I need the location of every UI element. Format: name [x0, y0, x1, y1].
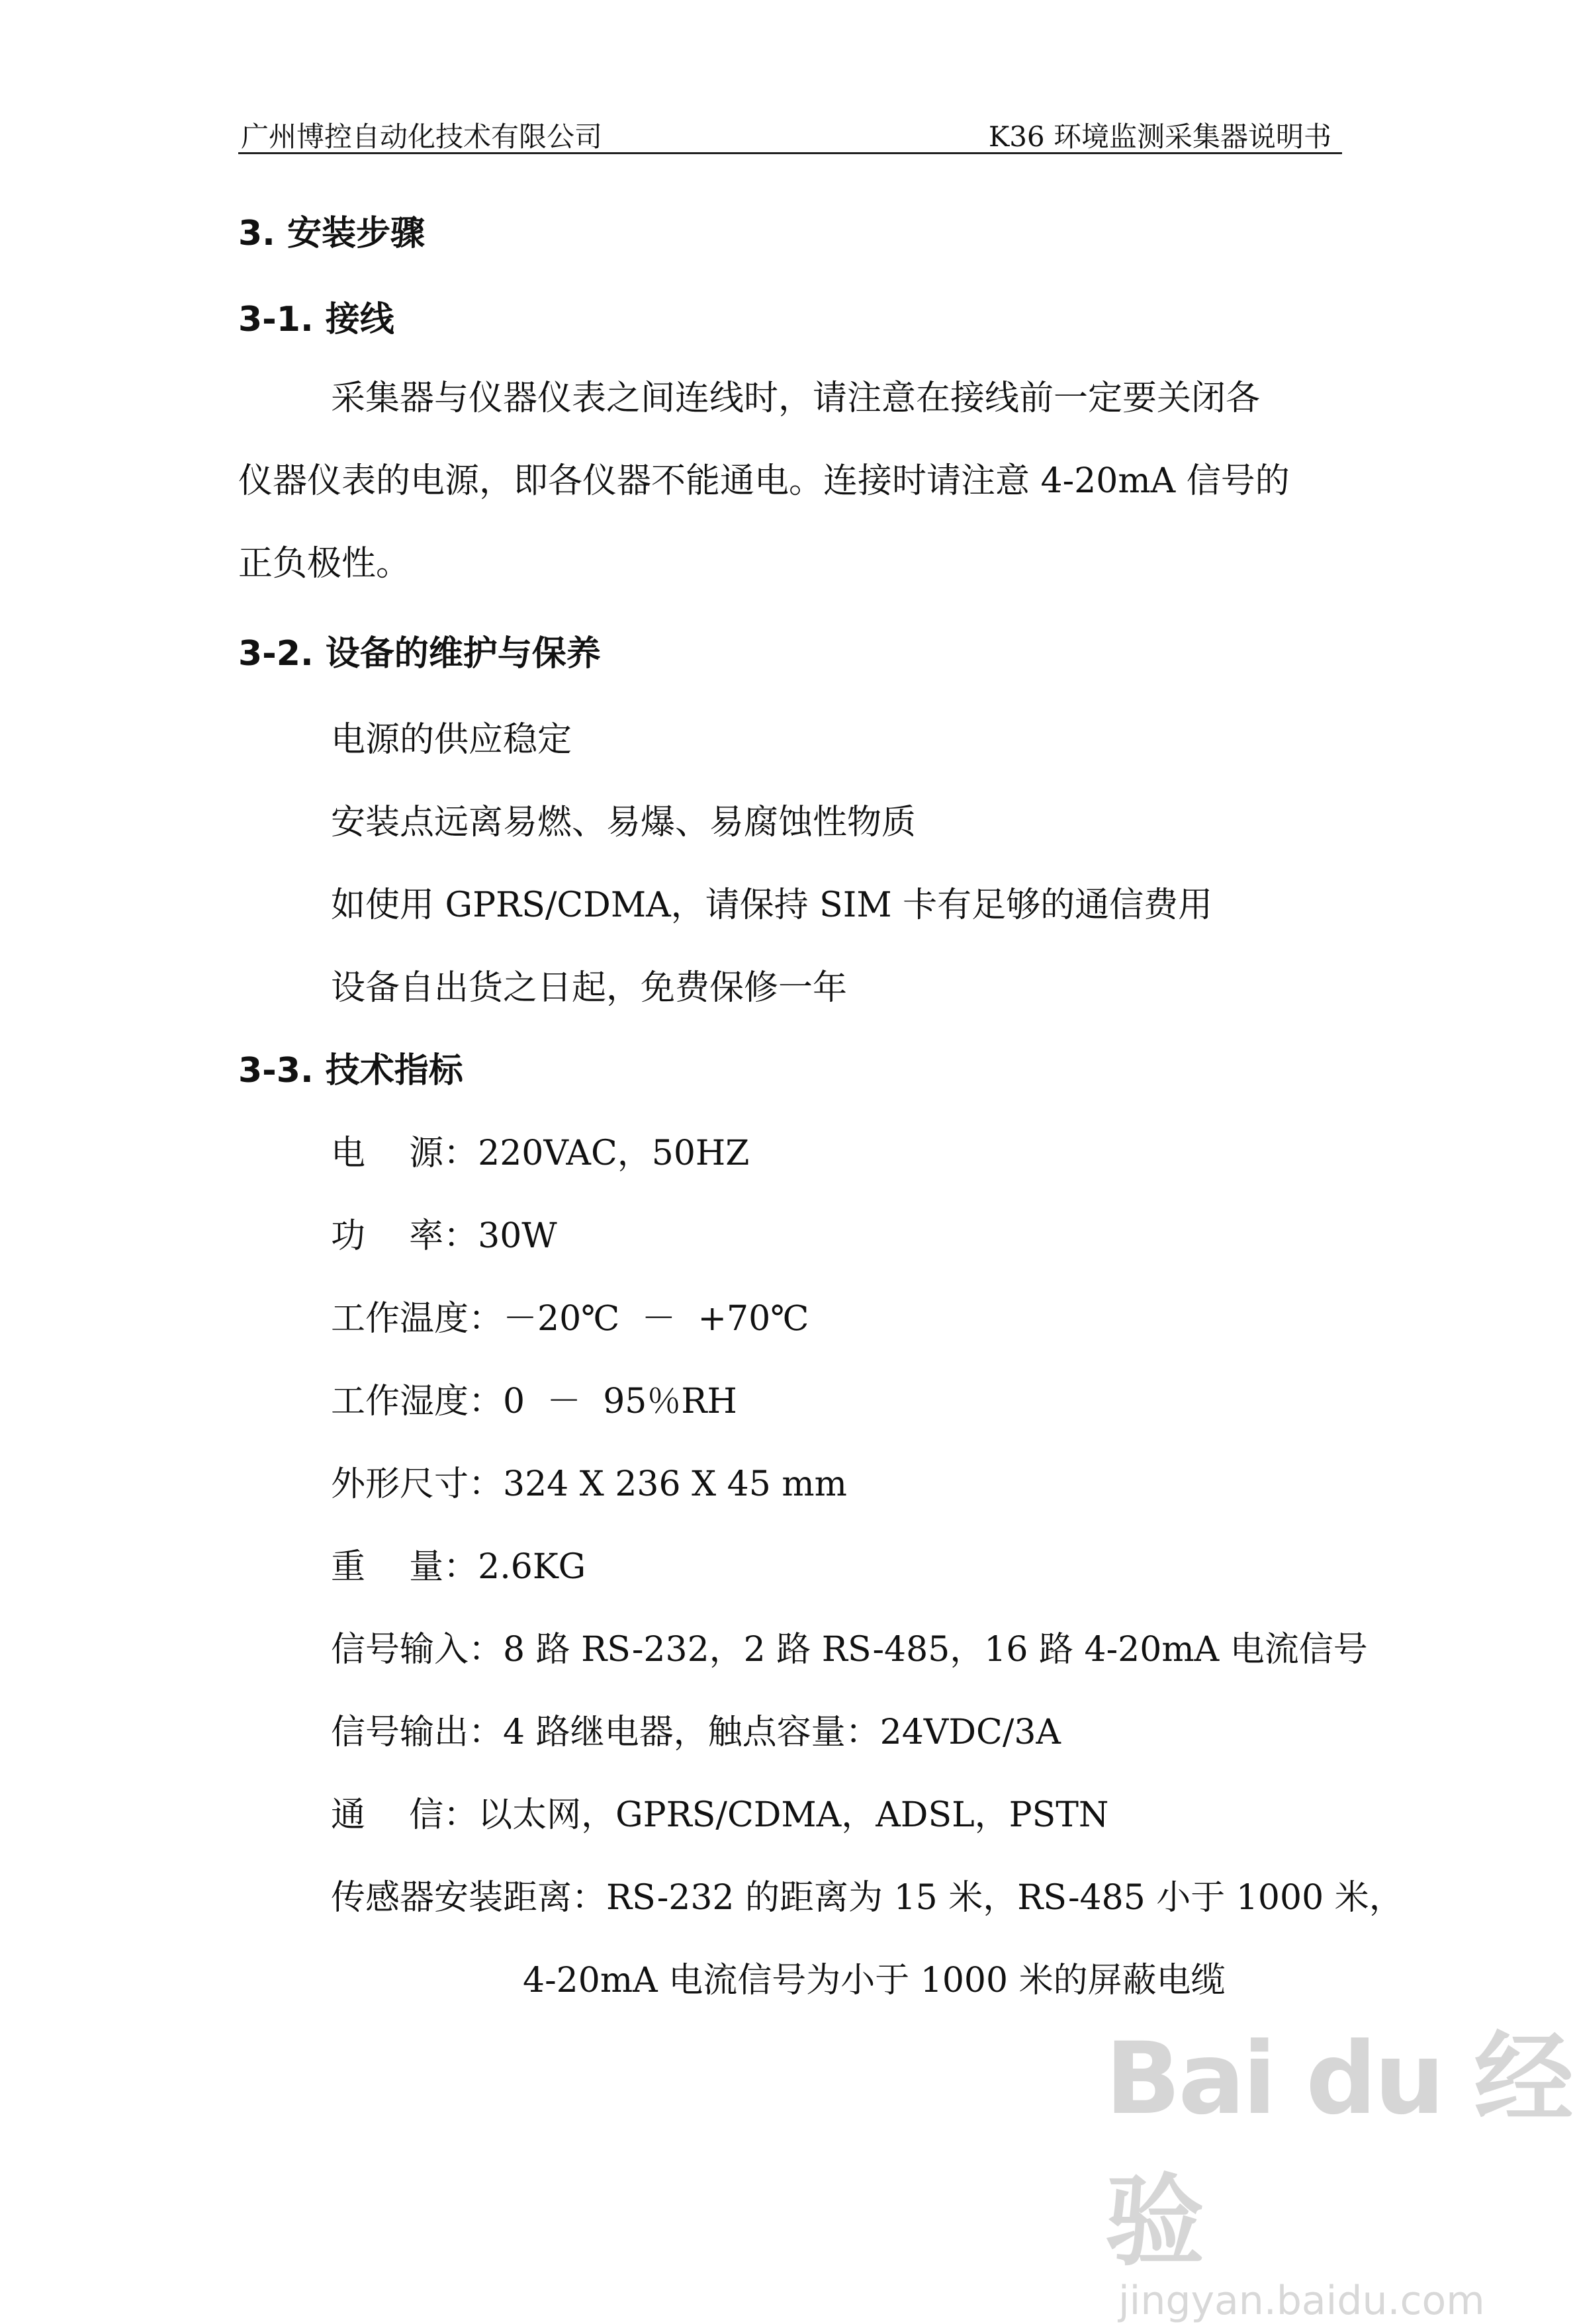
document-title: K36 环境监测采集器说明书: [988, 120, 1331, 153]
spec-row-sensor-distance: [331, 1869, 1404, 1919]
maintenance-item: 设备自出货之日起，免费保修一年: [331, 968, 848, 1008]
spec-label: 外形尺寸：: [331, 1464, 504, 1504]
section-3-heading: 3. 安装步骤: [238, 214, 426, 253]
spec-row-temperature: [331, 1290, 809, 1340]
spec-label: 工作湿度：: [331, 1382, 504, 1421]
watermark-logo: Bai du 经验: [1105, 2022, 1571, 2280]
spec-label: 信号输出：: [331, 1713, 504, 1752]
spec-label: 工作温度：: [331, 1299, 504, 1339]
spec-row-communication: [331, 1787, 1108, 1836]
maintenance-item: 电源的供应稳定: [331, 720, 572, 760]
maintenance-item: 如使用 GPRS/CDMA，请保持 SIM 卡有足够的通信费用: [331, 885, 1213, 925]
spec-row-power: [331, 1208, 557, 1257]
spec-label: 重 量：: [331, 1547, 478, 1587]
maintenance-item: 安装点远离易燃、易爆、易腐蚀性物质: [331, 803, 917, 842]
spec-value: －20℃ － +70℃: [503, 1299, 809, 1339]
company-name: 广州博控自动化技术有限公司: [241, 120, 603, 153]
section-3-1-heading: 3-1. 接线: [238, 300, 394, 339]
wiring-paragraph-line-3: 正负极性。: [238, 544, 411, 584]
spec-row-signal-input: [331, 1621, 1368, 1671]
wiring-paragraph-line-2: 仪器仪表的电源，即各仪器不能通电。连接时请注意 4-20mA 信号的: [238, 461, 1290, 501]
spec-value: 4 路继电器，触点容量：24VDC/3A: [503, 1713, 1061, 1752]
baidu-jingyan-watermark: [1105, 1998, 1575, 2324]
wiring-paragraph: [238, 357, 1343, 605]
spec-value: 324 X 236 X 45 mm: [503, 1464, 847, 1504]
spec-value: RS-232 的距离为 15 米，RS-485 小于 1000 米，: [606, 1878, 1404, 1918]
spec-value: 30W: [478, 1216, 557, 1256]
spec-label: 信号输入：: [331, 1630, 504, 1670]
spec-value: 0 － 95％RH: [503, 1382, 737, 1421]
spec-label: 功 率：: [331, 1216, 478, 1256]
spec-row-dimensions: [331, 1456, 847, 1505]
spec-value: 8 路 RS-232，2 路 RS-485，16 路 4-20mA 电流信号: [503, 1630, 1368, 1670]
spec-value: 220VAC，50HZ: [478, 1134, 750, 1173]
spec-row-humidity: [331, 1373, 737, 1423]
spec-label: 传感器安装距离：: [331, 1878, 607, 1918]
section-3-3-heading: 3-3. 技术指标: [238, 1051, 463, 1091]
spec-row-signal-output: [331, 1704, 1061, 1754]
spec-row-power-supply: [331, 1125, 749, 1175]
spec-label: 通 信：: [331, 1795, 478, 1835]
watermark-url: jingyan.baidu.com: [1118, 2278, 1485, 2324]
spec-value: 2.6KG: [478, 1547, 586, 1587]
wiring-paragraph-line-1: 采集器与仪器仪表之间连线时，请注意在接线前一定要关闭各: [331, 379, 1261, 418]
spec-label: 电 源：: [331, 1134, 478, 1173]
sensor-distance-continuation: 4-20mA 电流信号为小于 1000 米的屏蔽电缆: [523, 1961, 1226, 2000]
spec-value: 以太网，GPRS/CDMA，ADSL，PSTN: [478, 1795, 1109, 1835]
spec-row-weight: [331, 1539, 586, 1588]
page-header: [238, 106, 1342, 154]
section-3-2-heading: 3-2. 设备的维护与保养: [238, 634, 601, 674]
